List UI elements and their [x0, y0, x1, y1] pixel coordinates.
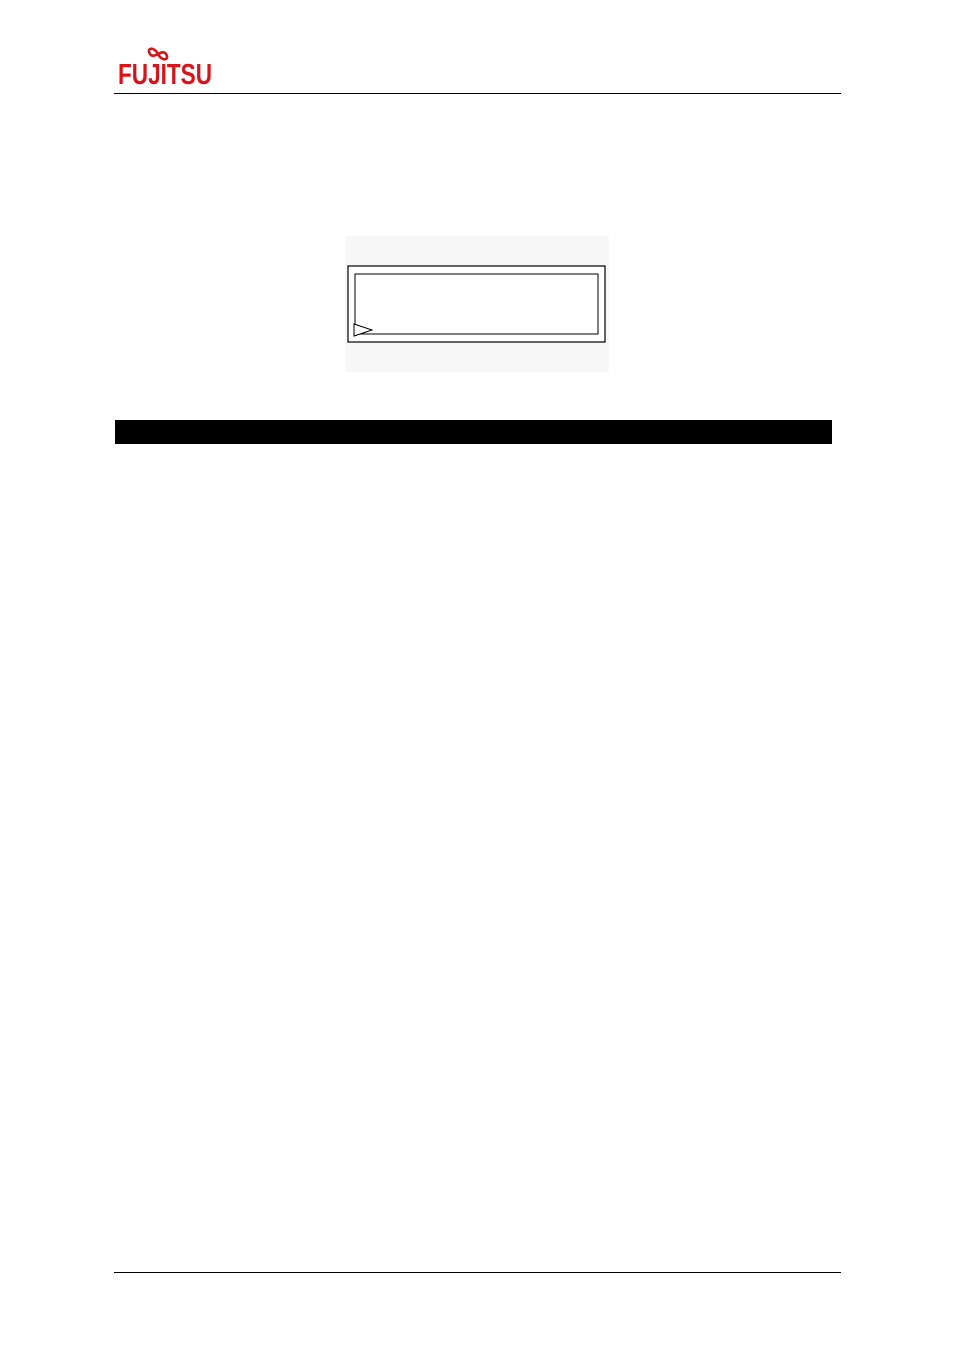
- section-heading: [114, 115, 135, 137]
- header-rule: [114, 93, 841, 94]
- header-description: [366, 421, 831, 443]
- table-header-row: [116, 421, 831, 443]
- svg-text:FUJITSU: FUJITSU: [118, 59, 212, 91]
- header-pin-signal: [241, 421, 366, 443]
- pin-table: [115, 420, 832, 444]
- header-pin-number: [116, 421, 241, 443]
- connector-diagram: [345, 236, 609, 372]
- fujitsu-logo: [118, 44, 213, 91]
- footer-rule: [114, 1272, 841, 1273]
